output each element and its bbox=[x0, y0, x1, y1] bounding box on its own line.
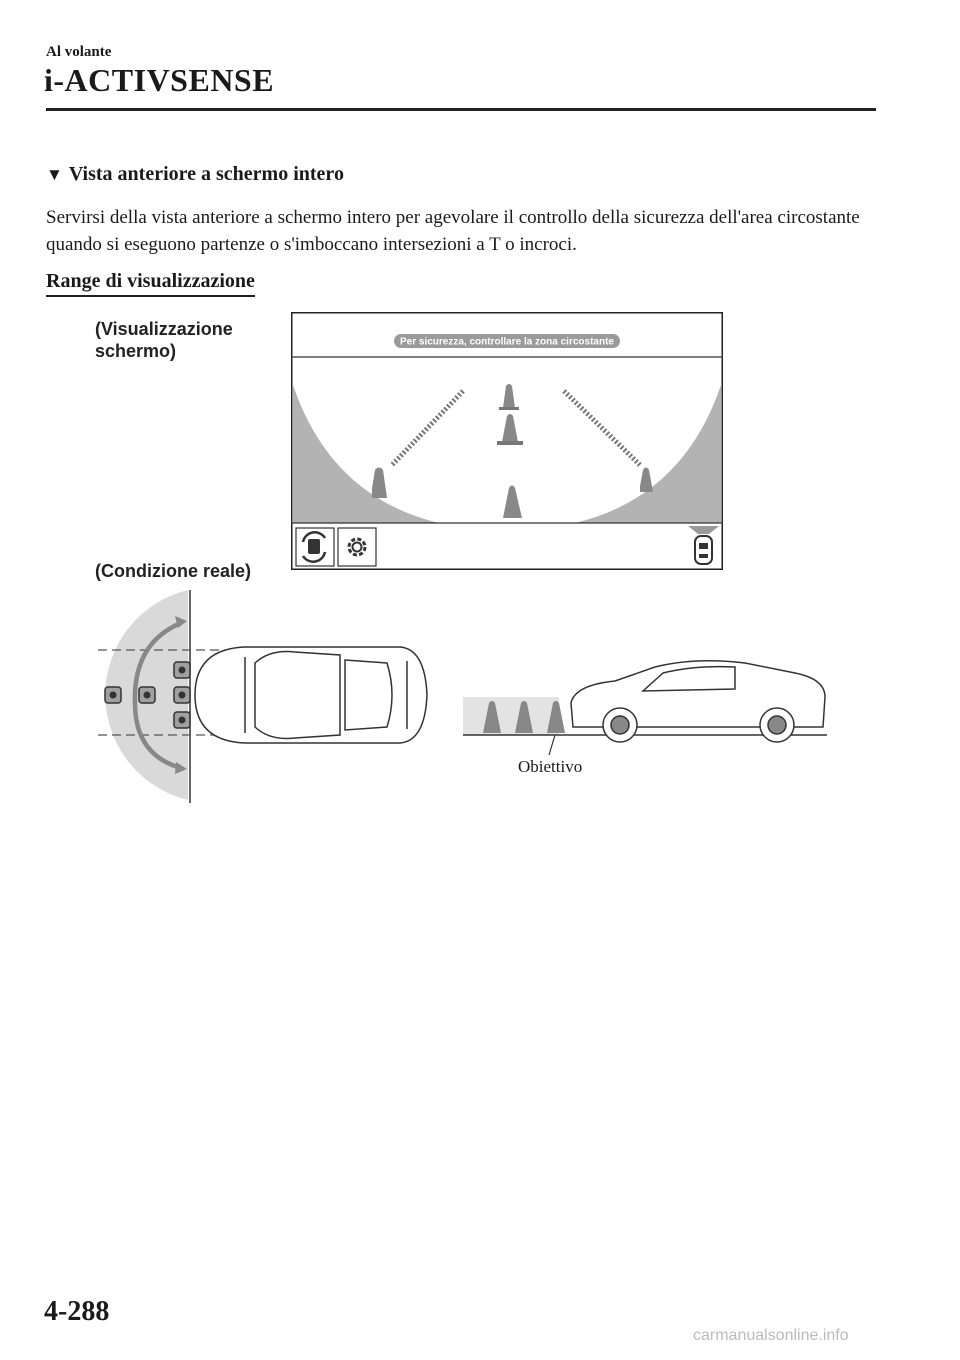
page-number: 4-288 bbox=[44, 1296, 110, 1327]
camera-view-switch-icon[interactable] bbox=[296, 528, 334, 566]
objective-label: Obiettivo bbox=[518, 757, 583, 776]
side-view-car bbox=[571, 661, 825, 742]
gear-icon[interactable] bbox=[338, 528, 376, 566]
body-paragraph: Servirsi della vista anteriore a schermo intero per agevolare il controllo della sicurezza dell'area circostante quando si eseguono partenze o s'imboccano intersezioni a T o incroci. bbox=[46, 207, 860, 255]
camera-range bbox=[463, 697, 559, 735]
section-title: i-ACTIVSENSE bbox=[44, 62, 275, 98]
screen-label: (Visualizzazione schermo) bbox=[95, 319, 233, 361]
top-view-car bbox=[195, 647, 427, 743]
heading bbox=[46, 163, 344, 186]
triangle-marker-icon: ▼ bbox=[46, 165, 63, 184]
real-condition-diagram bbox=[95, 585, 835, 805]
heading-text: Vista anteriore a schermo intero bbox=[68, 163, 344, 185]
side-view-cones bbox=[483, 701, 565, 733]
watermark: carmanualsonline.info bbox=[693, 1327, 849, 1344]
subheading: Range di visualizzazione bbox=[46, 270, 255, 297]
screen-banner: Per sicurezza, controllare la zona circostante bbox=[400, 336, 614, 348]
header-rule bbox=[46, 108, 876, 111]
chapter-title: Al volante bbox=[46, 44, 112, 60]
screen-display bbox=[291, 312, 723, 570]
real-condition-label: (Condizione reale) bbox=[95, 561, 252, 581]
